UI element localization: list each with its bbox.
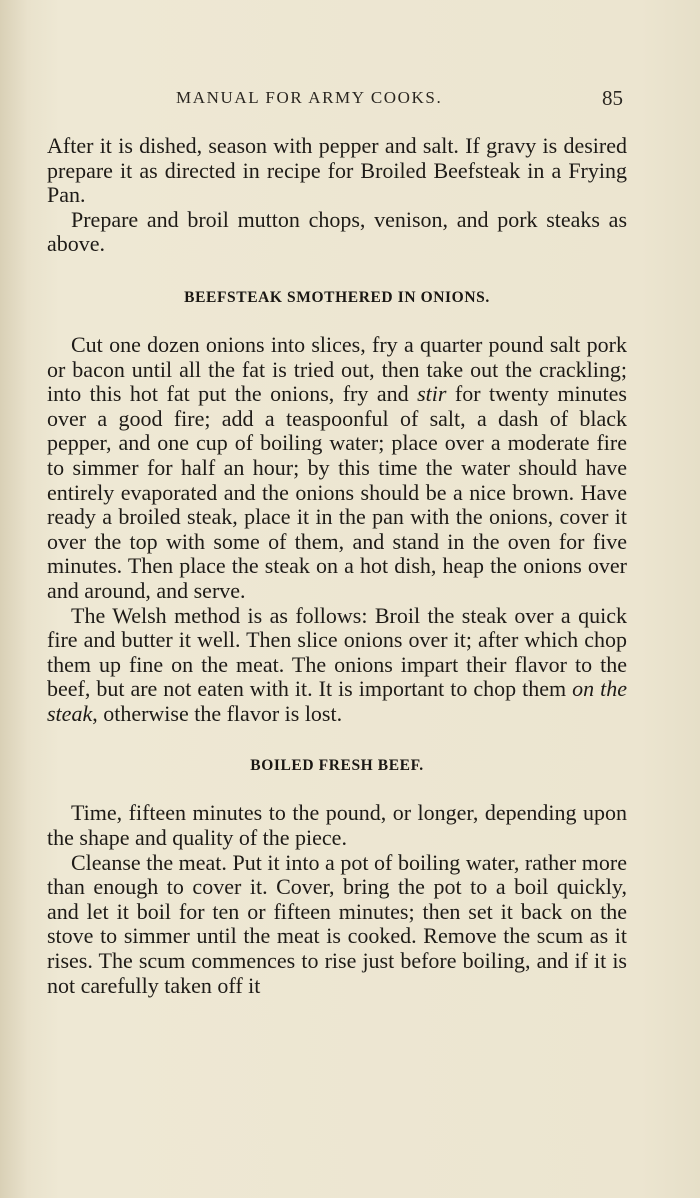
text-run: for twenty minutes over a good fire; add a teaspoonful of salt, a dash of black pepper, and one cup of boiling water; place over a moderate fire to simmer for half an hour; by this time the water should have entirely evaporated and the onions should be a nice brown. Have ready a broiled steak, place it in the pan with the onions, cover it over the top with some of them, and stand in the oven for five minutes. Then place the steak on a hot dish, heap the onions over and around, and serve. xyxy=(47,381,627,603)
section-heading-boiled-beef: BOILED FRESH BEEF. xyxy=(250,757,424,775)
paragraph-intro-1: After it is dished, season with pepper and salt. If gravy is desired prepare it as directed in recipe for Broiled Beefsteak in a Frying Pan. xyxy=(47,133,627,208)
text-run: The Welsh method is as follows: Broil the steak over a quick fire and butter it well. Then slice onions over it; after which chop them up fine on the meat. The onions impart their flavor to the beef, but are not eaten with it. It is important to chop them xyxy=(47,602,627,702)
page-number: 85 xyxy=(602,86,623,110)
page-body xyxy=(47,134,627,998)
paragraph-welsh-method xyxy=(47,604,627,727)
paragraph-intro-2: Prepare and broil mutton chops, venison, and pork steaks as above. xyxy=(47,206,627,257)
section-heading-smothered: BEEFSTEAK SMOTHERED IN ONIONS. xyxy=(184,288,490,306)
italic-text: on the steak xyxy=(47,676,627,726)
paragraph-boiled-method: Cleanse the meat. Put it into a pot of boiling water, rather more than enough to cover it. Cover, bring the pot to a boil quickly, and let it boil for ten or fifteen minutes; then set it back on the stove to simmer until the meat is cooked. Remove the scum as it rises. The scum commences to rise just before boiling, and if it is not carefully taken off it xyxy=(47,849,627,998)
text-run: Cut one dozen onions into slices, fry a quarter pound salt pork or bacon until all the fat is tried out, then take out the crackling; into this hot fat put the onions, fry and xyxy=(47,331,627,407)
italic-text: stir xyxy=(417,381,447,407)
page-header xyxy=(0,86,700,112)
running-title: MANUAL FOR ARMY COOKS. xyxy=(176,88,443,107)
paragraph-smothered-method xyxy=(47,333,627,604)
text-run: , otherwise the flavor is lost. xyxy=(92,700,343,726)
paragraph-boiled-time: Time, fifteen minutes to the pound, or longer, depending upon the shape and quality of the piece. xyxy=(47,800,627,851)
